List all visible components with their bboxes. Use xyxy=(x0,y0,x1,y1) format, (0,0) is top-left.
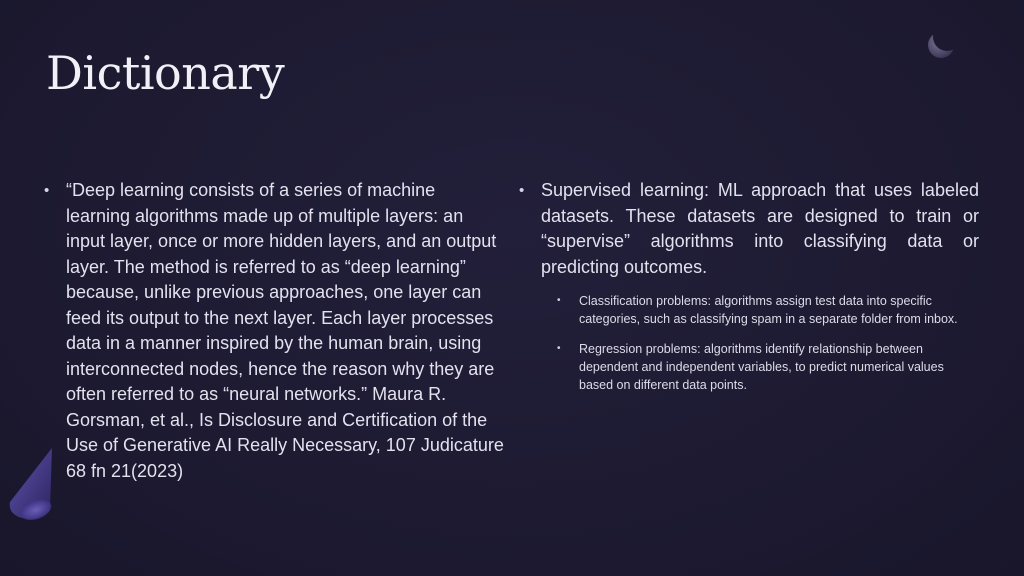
bullet-icon: • xyxy=(519,182,525,199)
sub-list xyxy=(557,292,979,394)
crescent-moon-icon xyxy=(924,28,958,62)
sub-list-item xyxy=(557,292,979,328)
list-item xyxy=(44,178,504,484)
classification-problems-text: Classification problems: algorithms assign test data into specific categories, such as classifying spam in a separate folder from inbox. xyxy=(579,294,958,326)
list-item xyxy=(519,178,979,280)
regression-problems-text: Regression problems: algorithms identify relationship between dependent and independent variables, to predict numerical values based on different data points. xyxy=(579,342,944,392)
bullet-icon: • xyxy=(44,182,50,199)
right-column xyxy=(519,178,979,406)
supervised-learning-definition: Supervised learning: ML approach that uses labeled datasets. These datasets are designed to train or “supervise” algorithms into classifying data or predicting outcomes. xyxy=(541,180,979,277)
sub-bullet-icon: • xyxy=(557,343,561,354)
sub-bullet-icon: • xyxy=(557,295,561,306)
slide-title: Dictionary xyxy=(46,46,285,100)
sub-list-item xyxy=(557,340,979,394)
deep-learning-quote: “Deep learning consists of a series of machine learning algorithms made up of multiple layers: an input layer, once or more hidden layers, and an output layer. The method is referred to as “deep learning” because, unlike previous approaches, one layer can feed its output to the next layer. Each layer processes data in a manner inspired by the human brain, using interconnected nodes, hence the reason why they are often referred to as “neural networks.” Maura R. Gorsman, et al., Is Disclosure and Certification of the Use of Generative AI Really Necessary, 107 Judicature 68 fn 21(2023) xyxy=(66,180,504,481)
left-column xyxy=(44,178,504,484)
